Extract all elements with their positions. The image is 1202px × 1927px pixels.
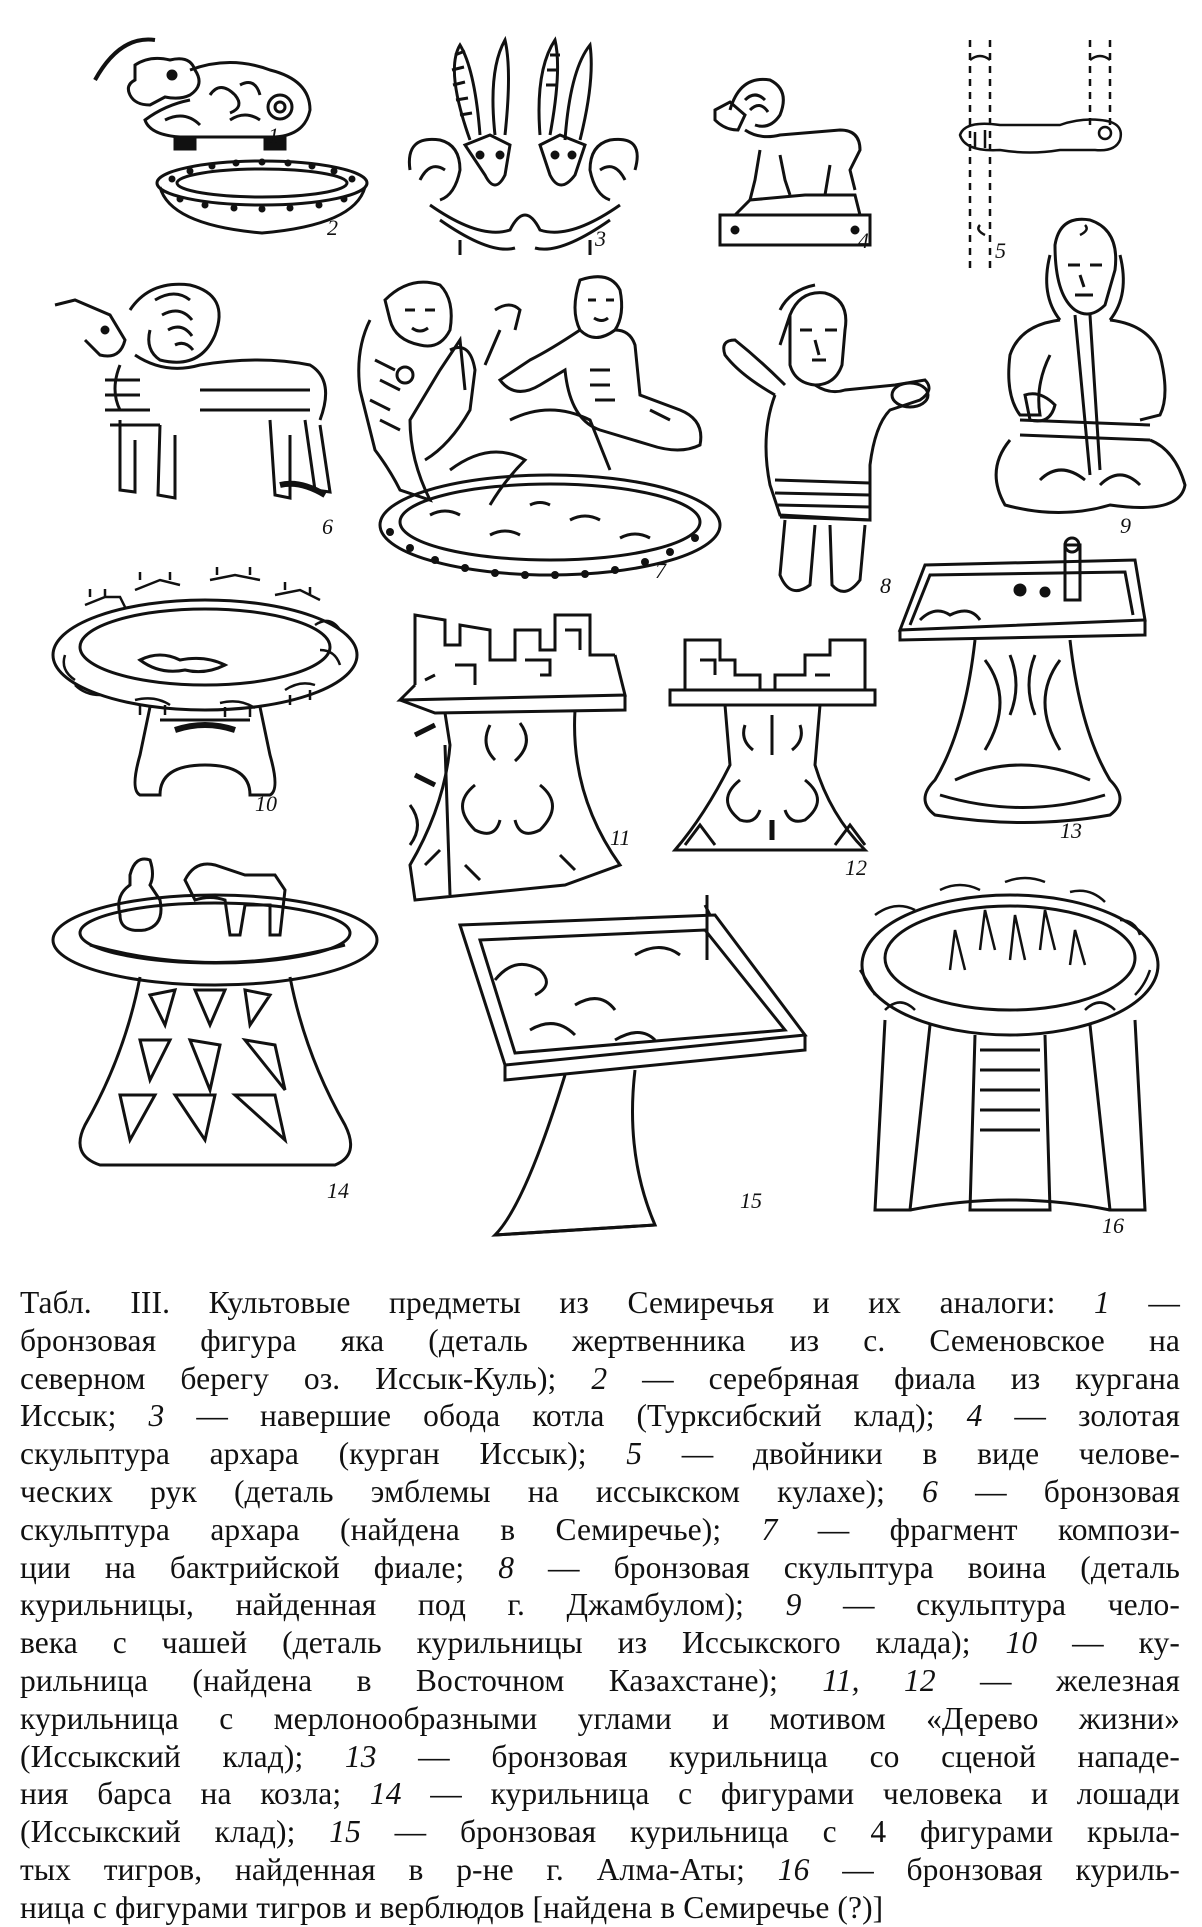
caption-text: ния барса на козла; [20, 1776, 370, 1812]
figure-label: 6 [322, 514, 333, 539]
caption-figure-ref: 3 [148, 1398, 165, 1434]
caption-figure-ref: 6 [922, 1473, 938, 1509]
caption-text: — бронзовая курильница со сценой нападе- [376, 1738, 1180, 1774]
figure-label: 11 [610, 825, 631, 850]
caption-text: — навершие обода котла (Турксибский клад); [164, 1398, 967, 1434]
caption-text: — бронзовая курильница с 4 фигурами крыла- [360, 1814, 1180, 1850]
figure-label: 3 [595, 226, 606, 251]
caption-text: Иссык; [20, 1398, 149, 1434]
caption-text: — серебряная фиала из кургана [607, 1360, 1181, 1396]
caption-text: — курильница с фигурами человека и лошади [401, 1776, 1180, 1812]
caption-figure-ref: 11, 12 [822, 1662, 936, 1698]
caption-text: северном берегу оз. Иссык-Куль); [20, 1360, 592, 1396]
caption-line [20, 1360, 1180, 1398]
plate-caption [20, 1284, 1180, 1927]
caption-text: — фрагмент компози- [777, 1511, 1180, 1547]
figure-label: 5 [995, 238, 1006, 263]
caption-text: — двойники в виде челове- [642, 1436, 1180, 1472]
caption-text: — [1109, 1285, 1180, 1320]
figure-1-yak [80, 25, 325, 160]
caption-text: курильницы, найденная под г. Джамбулом); [20, 1587, 786, 1623]
caption-text: рильница (найдена в Восточном Казахстане); [20, 1662, 823, 1698]
figure-label: 9 [1120, 513, 1131, 538]
figure-6-argali [50, 280, 350, 545]
caption-line [20, 1738, 1180, 1776]
caption-line [20, 1700, 1180, 1738]
caption-figure-ref: 4 [966, 1398, 983, 1434]
caption-line [20, 1813, 1180, 1851]
caption-figure-ref: 2 [591, 1360, 608, 1396]
figure-2-phiale [150, 155, 380, 275]
caption-text: — железная [935, 1662, 1180, 1698]
caption-line [20, 1284, 1180, 1322]
figure-label: 10 [255, 791, 277, 816]
caption-text: скульптура архара (найдена в Семиречье); [20, 1511, 762, 1547]
caption-line [20, 1549, 1180, 1587]
figure-7-phiale-scene [350, 270, 730, 595]
caption-text: — бронзовая куриль- [809, 1851, 1180, 1887]
caption-line [20, 1473, 1180, 1511]
figure-label: 15 [740, 1188, 762, 1213]
caption-text: ции на бактрийской фиале; [20, 1549, 499, 1585]
caption-figure-ref: 9 [785, 1587, 802, 1623]
figure-14-censer [45, 845, 385, 1210]
caption-figure-ref: 8 [498, 1549, 515, 1585]
figure-3-goats [400, 30, 650, 265]
caption-figure-ref: 13 [344, 1738, 377, 1774]
figure-label: 4 [858, 228, 869, 253]
figure-label: 1 [268, 123, 279, 148]
caption-text: — ку- [1037, 1625, 1181, 1661]
caption-figure-ref: 16 [777, 1851, 810, 1887]
caption-line [20, 1624, 1180, 1662]
caption-text: — золотая [982, 1398, 1180, 1434]
caption-text: — бронзовая [937, 1473, 1180, 1509]
caption-figure-ref: 5 [626, 1436, 643, 1472]
figure-12-merlon-censer [665, 635, 880, 880]
caption-line [20, 1322, 1180, 1360]
caption-text: Табл. III. Культовые предметы из Семиречья и их аналоги: [20, 1285, 1094, 1320]
caption-figure-ref: 10 [1005, 1625, 1038, 1661]
caption-text: века с чашей (деталь курильницы из Иссыкского клада); [20, 1625, 1006, 1661]
figure-9-seated-man [980, 215, 1190, 545]
caption-text: — бронзовая скульптура воина (деталь [514, 1549, 1180, 1585]
caption-text: скульптура архара (курган Иссык); [20, 1436, 627, 1472]
caption-text: (Иссыкский клад); [20, 1738, 345, 1774]
caption-figure-ref: 1 [1094, 1285, 1110, 1320]
caption-text: — скульптура чело- [801, 1587, 1180, 1623]
figure-label: 12 [845, 855, 867, 880]
caption-figure-ref: 14 [369, 1776, 402, 1812]
caption-line [20, 1435, 1180, 1473]
figure-label: 7 [655, 558, 666, 583]
caption-text: курильница с мерлонообразными углами и мотивом «Дерево жизни» [20, 1700, 1180, 1736]
caption-line [20, 1511, 1180, 1549]
caption-line [20, 1851, 1180, 1889]
caption-line [20, 1662, 1180, 1700]
figure-label: 14 [327, 1178, 349, 1203]
caption-text: (Иссыкский клад); [20, 1814, 330, 1850]
caption-line [20, 1889, 1180, 1927]
figure-10-censer [45, 555, 365, 825]
caption-figure-ref: 15 [329, 1814, 361, 1850]
figure-4-argali [710, 70, 890, 255]
caption-figure-ref: 7 [761, 1511, 778, 1547]
caption-text: тых тигров, найденная в р-не г. Алма-Аты; [20, 1851, 778, 1887]
caption-text: ница с фигурами тигров и верблюдов [найдена в Семиречье (?)] [20, 1889, 884, 1925]
figure-13-censer [895, 530, 1160, 850]
figure-label: 8 [880, 573, 891, 598]
caption-line [20, 1586, 1180, 1624]
caption-line [20, 1397, 1180, 1435]
caption-text: ческих рук (деталь эмблемы на иссыкском кулахе); [20, 1473, 923, 1509]
figure-label: 2 [327, 215, 338, 240]
figure-16-censer [850, 870, 1170, 1250]
caption-line [20, 1775, 1180, 1813]
figure-15-censer [455, 905, 810, 1245]
figure-label: 16 [1102, 1213, 1124, 1238]
figure-label: 13 [1060, 818, 1082, 843]
caption-text: бронзовая фигура яка (деталь жертвенника из с. Семеновское на [20, 1322, 1180, 1358]
figure-11-merlon-censer [395, 605, 640, 915]
